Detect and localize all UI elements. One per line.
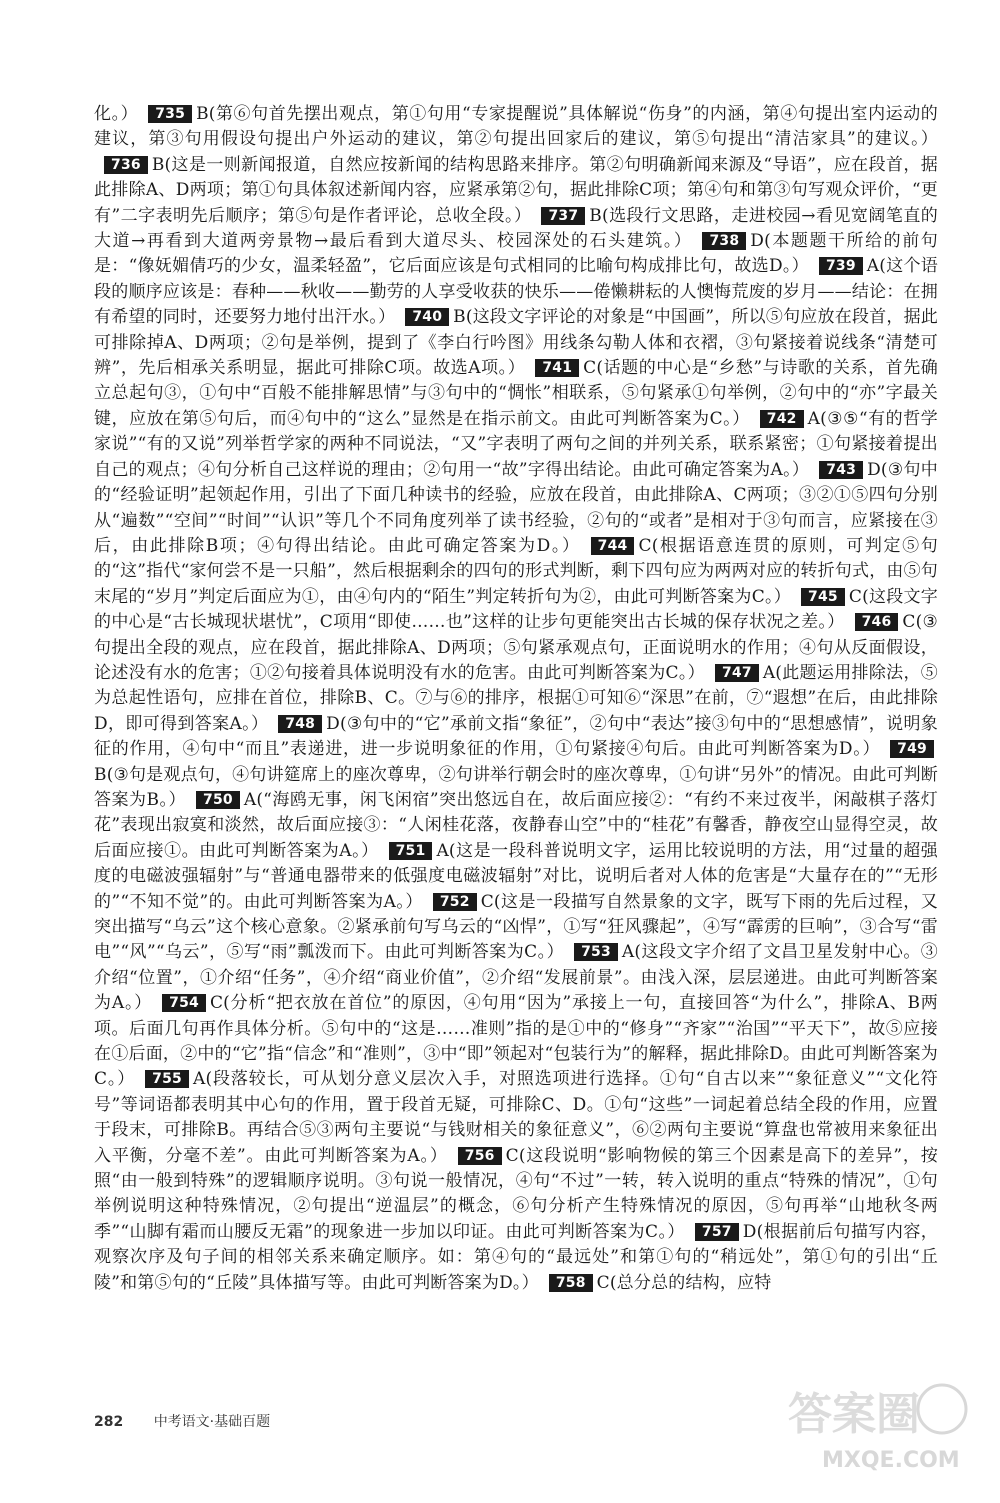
answer-explanation: D(根据前后句描写内容，观察次序及句子间的相邻关系来确定顺序。如：第④句的“最远处”和第①句的“稍远处”，第①句的引出“丘陵”和第⑤句的“丘陵”具体描写等。由此可判断答案为D。）: [94, 1221, 939, 1293]
answer-explanation: B(这是一则新闻报道，自然应按新闻的结构思路来排序。第②句明确新闻来源及“导语”，应在段首，据此排除A、D两项；第①句具体叙述新闻内容，应紧承第②句，据此排除C项；第④句和第③句写观众评价，“更有”二字表明先后顺序；第⑤句是作者评论，总收全段。）: [94, 154, 938, 226]
question-number-badge: 746: [855, 613, 899, 631]
question-number-badge: 752: [433, 893, 477, 911]
answer-paragraph: [94, 102, 938, 1296]
watermark-url: MXQE.COM: [822, 1448, 960, 1473]
question-number-badge: 745: [801, 588, 845, 606]
answer-explanation: A(“海鸥无事，闲飞闲宿”突出悠远自在，故后面应接②：“有约不来过夜半，闲敲棋子落灯花”表现出寂寞和淡然，故后面应接③：“人闲桂花落，夜静春山空”中的“桂花”有馨香，静夜空山显得空灵，故后面应接①。由此可判断答案为A。）: [94, 789, 938, 861]
question-number-badge: 737: [541, 207, 585, 225]
question-number-badge: 758: [549, 1274, 593, 1292]
question-number-badge: 754: [162, 994, 206, 1012]
question-number-badge: 742: [760, 410, 804, 428]
watermark-logo: [782, 1367, 972, 1477]
answer-explanation: C(总分总的结构，应特: [596, 1272, 772, 1293]
question-number-badge: 744: [591, 537, 635, 555]
answer-explanation: D(本题题干所给的前句是：“像妩媚倩巧的少女，温柔轻盈”，它后面应该是句式相同的比喻句构成排比句，故选D。）: [94, 231, 938, 277]
question-number-badge: 743: [819, 461, 863, 479]
question-number-badge: 748: [278, 715, 322, 733]
answer-explanation: C(话题的中心是“乡愁”与诗歌的关系，首先确立总起句③，①句中“百般不能排解思情”与③句中的“惆怅”相联系，⑤句紧承①句举例，②句中的“亦”字最关键，应放在第⑤句后，而④句中的“这么”显然是在指示前文。由此可判断答案为C。）: [94, 358, 938, 429]
question-number-badge: 740: [405, 308, 449, 326]
answer-explanation: C(根据语意连贯的原则，可判定⑤句的“这”指代“家何尝不是一只船”，然后根据剩余的四句的形式判断，剩下四句应为两两对应的转折句式，由⑤句末尾的“岁月”判定后面应为①，由④句内的“陌生”判定转折句为②，由此可判断答案为C。）: [94, 535, 938, 607]
answer-explanation: B(第⑥句首先摆出观点，第①句用“专家提醒说”具体解说“伤身”的内涵，第④句提出室内运动的建议，第③句用假设句提出户外运动的建议，第②句提出回家后的建议，第⑤句提出“清洁家具”的建议。）: [94, 104, 939, 150]
question-number-badge: 738: [702, 232, 746, 250]
answer-explanation: A(③⑤“有的哲学家说”“有的又说”列举哲学家的两种不同说法，“又”字表明了两句之间的并列关系，联系紧密；①句紧接着提出自己的观点；④句分析自己这样说的理由；②句用一“故”字得出结论。由此可确定答案为A。）: [94, 408, 938, 480]
answer-explanation: A(这段文字介绍了文昌卫星发射中心。③介绍“位置”，①介绍“任务”，④介绍“商业价值”，②介绍“发展前景”。由浅入深，层层递进。由此可判断答案为A。）: [94, 942, 938, 1014]
answer-explanation: C(这段说明“影响物候的第三个因素是高下的差异”，按照“由一般到特殊”的逻辑顺序说明。③句说一般情况，④句“不过”一转，转入说明的重点“特殊的情况”，①句举例说明这种特殊情况，②句提出“逆温层”的概念，⑥句分析产生特殊情况的原因，⑤句再举“山地秋冬两季”“山脚有霜而山腰反无霜”的现象进一步加以印证。由此可判断答案为C。）: [94, 1145, 938, 1242]
answer-explanation: C(③句提出全段的观点，应在段首，据此排除A、D两项；⑤句紧承观点句，正面说明水的作用；④句从反面假设，论述没有水的危害；①②句接着具体说明没有水的危害。由此可判断答案为C。）: [94, 612, 938, 683]
answer-explanation: B(③句是观点句，④句讲筵席上的座次尊卑，②句讲举行朝会时的座次尊卑，①句讲“另外”的情况。由此可判断答案为B。）: [94, 764, 938, 810]
answer-explanation: A(这个语段的顺序应该是：春种——秋收——勤劳的人享受收获的快乐——倦懒耕耘的人懊悔荒废的岁月——结论：在拥有希望的同时，还要努力地付出汗水。）: [94, 256, 938, 328]
question-number-badge: 747: [715, 664, 759, 682]
answer-explanation: A(此题运用排除法，⑤为总起性语句，应排在首位，排除B、C。⑦与⑥的排序，根据①可知⑥“深思”在前，⑦“遐想”在后，由此排除D，即可得到答案A。）: [94, 662, 938, 734]
answer-explanation: D(③句中的“经验证明”起领起作用，引出了下面几种读书的经验，应放在段首，由此排除A、C两项；③②①⑤四句分别从“遍数”“空间”“时间”“认识”等几个不同角度列举了读书经验，②句的“或者”是相对于③句而言，应紧接在③后，由此排除B项；④句得出结论。由此可确定答案为D。）: [94, 459, 938, 556]
book-title: 中考语文·基础百题: [153, 1414, 271, 1430]
answer-explanation: C(这段文字的中心是“古长城现状堪忧”，C项用“即使……也”这样的让步句更能突出古长城的保存状况之差。）: [94, 586, 938, 633]
question-number-badge: 749: [890, 740, 934, 758]
question-number-badge: 739: [819, 257, 863, 275]
question-number-badge: 750: [196, 791, 240, 809]
page-footer: [94, 1411, 270, 1431]
question-number-badge: 736: [104, 156, 148, 174]
question-number-badge: 756: [458, 1147, 502, 1165]
answer-explanation: B(这段文字评论的对象是“中国画”，所以⑤句应放在段首，据此可排除掉A、D两项；②句是举例，提到了《李白行吟图》用线条勾勒人体和衣褶，③句紧接着说线条“清楚可辨”，先后相承关系明显，据此可排除C项。故选A项。）: [94, 307, 938, 379]
question-number-badge: 751: [389, 842, 433, 860]
page-number: 282: [94, 1414, 124, 1430]
question-number-badge: 755: [145, 1070, 189, 1088]
question-number-badge: 741: [535, 359, 579, 377]
question-number-badge: 735: [148, 105, 192, 123]
answer-explanation: A(这是一段科普说明文字，运用比较说明的方法，用“过量的超强度的电磁波强辐射”与“普通电器带来的低强度电磁波辐射”对比，说明后者对人体的危害是“大量存在的”“无形的”“不知不觉”的。由此可判断答案为A。）: [94, 840, 938, 912]
answer-explanation: D(③句中的“它”承前文指“象征”，②句中“表达”接③句中的“思想感情”，说明象征的作用，④句中“而且”表递进，进一步说明象征的作用，①句紧接④句后。由此可判断答案为D。）: [94, 713, 938, 760]
answer-page: [94, 102, 938, 1296]
question-number-badge: 753: [574, 943, 618, 961]
answer-explanation: C(这是一段描写自然景象的文字，既写下雨的先后过程，又突出描写“乌云”这个核心意象。②紧承前句写乌云的“凶悍”，①写“狂风骤起”，④写“霹雳的巨响”，③合写“雷电”“风”“乌云”，⑤写“雨”瓢泼而下。由此可判断答案为C。）: [94, 891, 938, 963]
intro-text: 化。）: [94, 104, 139, 124]
answer-explanation: A(段落较长，可从划分意义层次入手，对照选项进行选择。①句“自古以来”“象征意义”“文化符号”等词语都表明其中心句的作用，置于段首无疑，可排除C、D。①句“这些”一词起着总结全段的作用，应置于段末，可排除B。再结合⑤③两句主要说“与钱财相关的象征意义”，⑥②两句主要说“算盘也常被用来象征出入平衡，分毫不差”。由此可判断答案为A。）: [94, 1069, 938, 1166]
watermark-text: 答案圈: [788, 1389, 920, 1440]
answer-explanation: B(选段行文思路，走进校园→看见宽阔笔直的大道→再看到大道两旁景物→最后看到大道尽头、校园深处的石头建筑。）: [94, 205, 939, 252]
answer-explanation: C(分析“把衣放在首位”的原因，④句用“因为”承接上一句，直接回答“为什么”，排除A、B两项。后面几句再作具体分析。⑤句中的“这是……准则”指的是①中的“修身”“齐家”“治国”“平天下”，故⑤应接在①后面，②中的“它”指“信念”和“准则”，③中“即”领起对“包装行为”的解释，据此排除D。由此可判断答案为C。）: [94, 993, 938, 1090]
question-number-badge: 757: [695, 1223, 739, 1241]
